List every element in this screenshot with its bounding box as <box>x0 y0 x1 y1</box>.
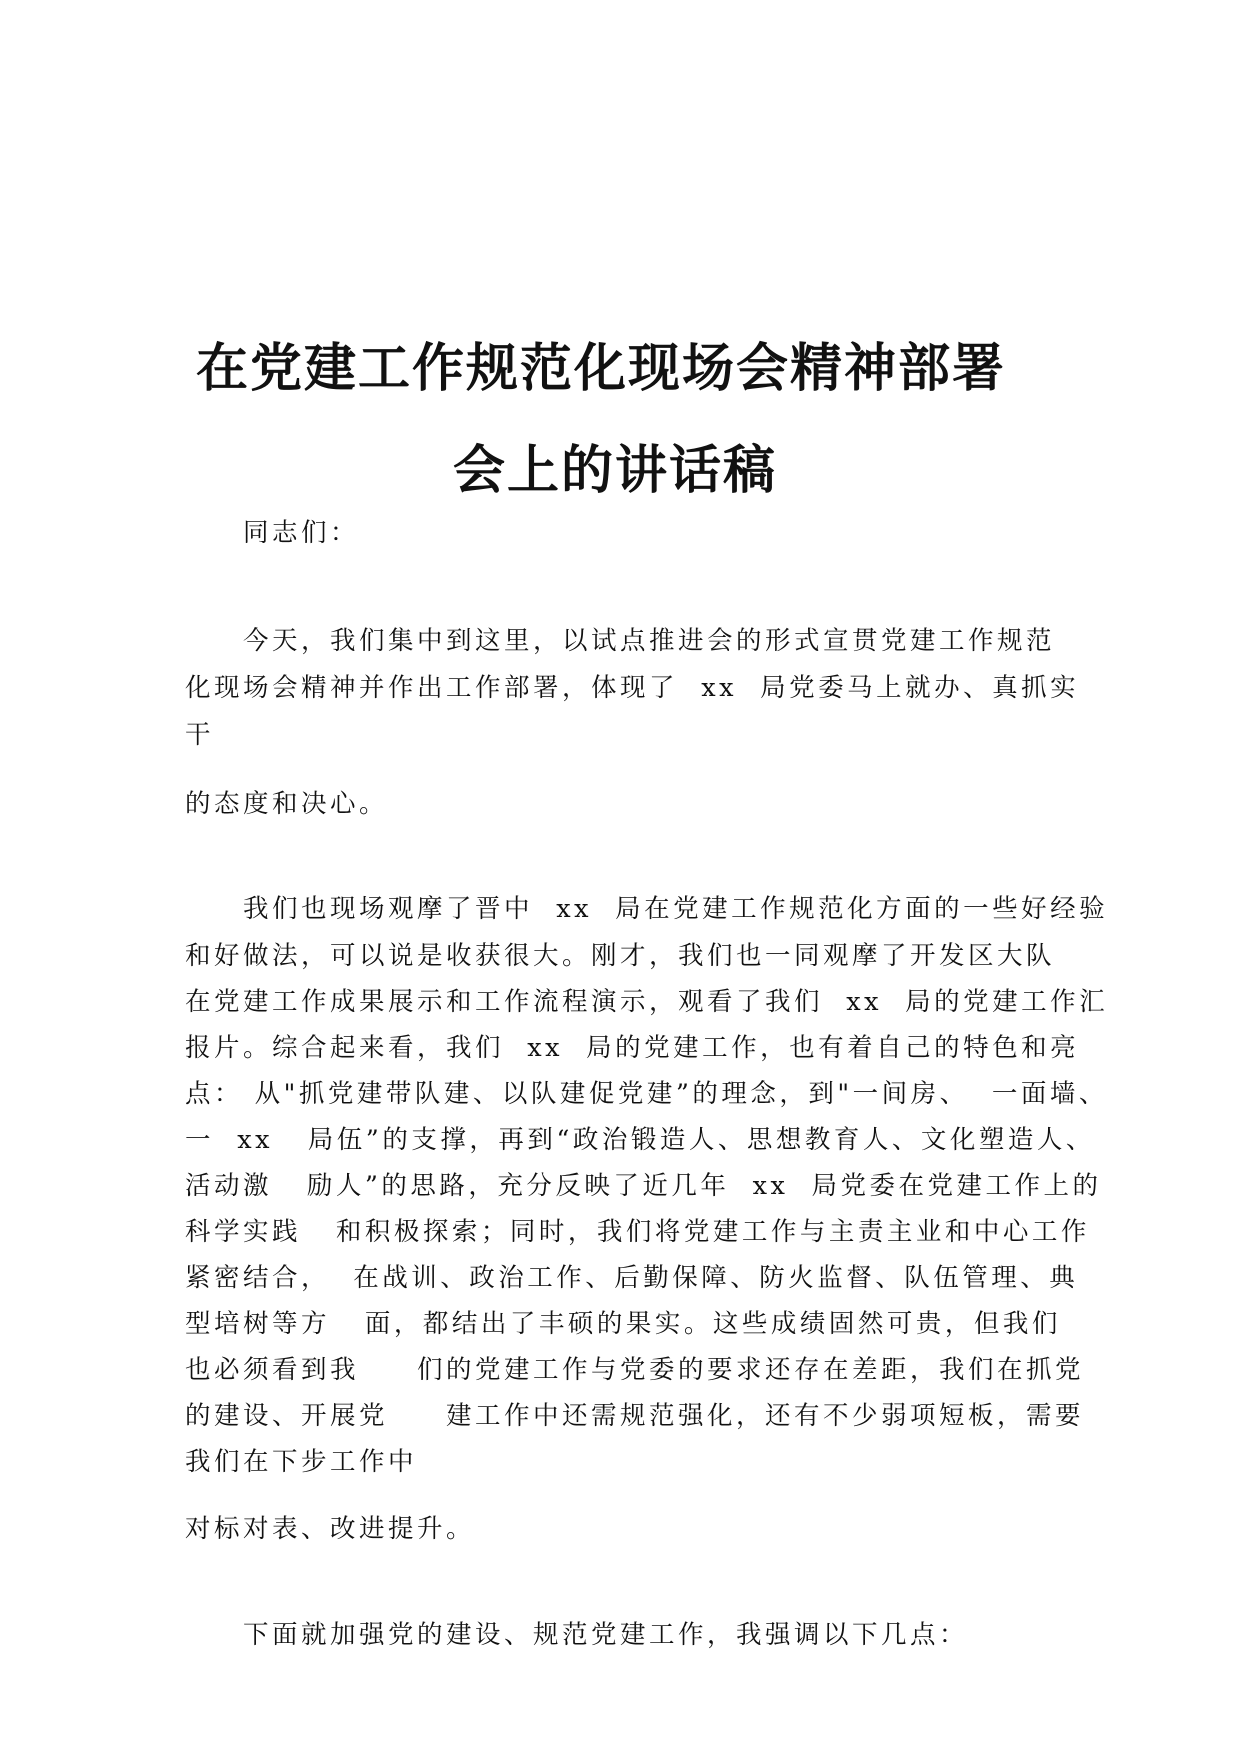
paragraph-1-line: 干 <box>185 720 215 750</box>
paragraph-2-line: 科学实践 和积极探索；同时，我们将党建工作与主责主业和中心工作 <box>185 1217 1090 1247</box>
paragraph-2-line: 我们在下步工作中 <box>185 1447 418 1477</box>
paragraph-1-line: 今天，我们集中到这里，以试点推进会的形式宣贯党建工作规范 <box>243 626 1056 656</box>
paragraph-2-line: 我们也现场观摩了晋中 xx 局在党建工作规范化方面的一些好经验 <box>243 894 1109 924</box>
paragraph-2-line: 点： 从"抓党建带队建、以队建促党建”的理念，到"一间房、 一面墙、 <box>185 1079 1108 1109</box>
paragraph-2-line: 和好做法，可以说是收获很大。刚才，我们也一同观摩了开发区大队 <box>185 941 1056 971</box>
paragraph-2-line: 的建设、开展党 建工作中还需规范强化，还有不少弱项短板，需要 <box>185 1401 1085 1431</box>
paragraph-2-line: 对标对表、改进提升。 <box>185 1514 476 1544</box>
paragraph-2-line: 活动激 励人”的思路，充分反映了近几年 xx 局党委在党建工作上的 <box>185 1171 1102 1201</box>
paragraph-2-line: 型培树等方 面，都结出了丰硕的果实。这些成绩固然可贵，但我们 <box>185 1309 1061 1339</box>
salutation: 同志们： <box>243 518 360 548</box>
paragraph-3-line: 下面就加强党的建设、规范党建工作，我强调以下几点： <box>243 1620 969 1650</box>
paragraph-2-line: 一 xx 局伍”的支撑，再到“政治锻造人、思想教育人、文化塑造人、 <box>185 1125 1095 1155</box>
paragraph-1-line: 的态度和决心。 <box>185 789 389 819</box>
document-title-line-1: 在党建工作规范化现场会精神部署 <box>196 338 1007 399</box>
paragraph-2-line: 报片。综合起来看，我们 xx 局的党建工作，也有着自己的特色和亮 <box>185 1033 1080 1063</box>
paragraph-2-line: 在党建工作成果展示和工作流程演示，观看了我们 xx 局的党建工作汇 <box>185 987 1109 1017</box>
paragraph-2-line: 紧密结合， 在战训、政治工作、后勤保障、防火监督、队伍管理、典 <box>185 1263 1079 1293</box>
paragraph-1-line: 化现场会精神并作出工作部署，体现了 xx 局党委马上就办、真抓实 <box>185 673 1080 703</box>
paragraph-2-line: 也必须看到我 们的党建工作与党委的要求还存在差距，我们在抓党 <box>185 1355 1085 1385</box>
document-title-line-2: 会上的讲话稿 <box>453 440 778 501</box>
